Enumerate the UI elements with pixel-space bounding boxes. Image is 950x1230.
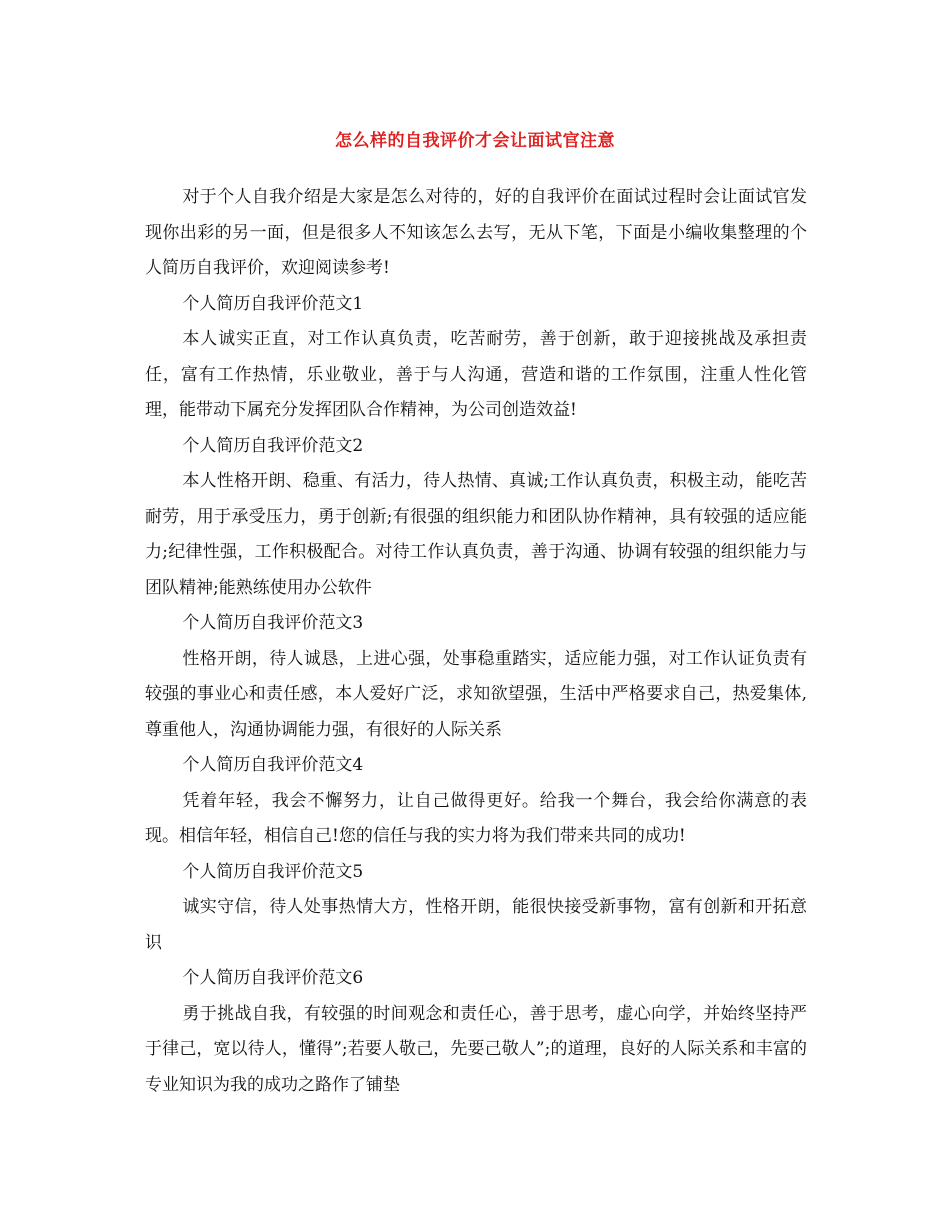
section-body-6: 勇于挑战自我，有较强的时间观念和责任心，善于思考，虚心向学，并始终坚持严于律己，宽以待人，懂得”;若要人敬己，先要己敬人”;的道理，良好的人际关系和丰富的专业知识为我的成功之路作了铺垫 bbox=[145, 1003, 807, 1095]
section-body-5: 诚实守信，待人处事热情大方，性格开朗，能很快接受新事物，富有创新和开拓意识 bbox=[145, 897, 807, 953]
section-heading-6: 个人简历自我评价范文6 bbox=[182, 968, 364, 988]
section-heading-4: 个人简历自我评价范文4 bbox=[182, 755, 364, 775]
section-heading-3: 个人简历自我评价范文3 bbox=[182, 613, 364, 633]
document-title: 怎么样的自我评价才会让面试官注意 bbox=[335, 131, 615, 151]
section-body-3: 性格开朗，待人诚恳，上进心强，处事稳重踏实，适应能力强，对工作认证负责有较强的事业心和责任感，本人爱好广泛，求知欲望强，生活中严格要求自己，热爱集体,尊重他人，沟通协调能力强，有很好的人际关系 bbox=[145, 648, 807, 740]
intro-paragraph: 对于个人自我介绍是大家是怎么对待的，好的自我评价在面试过程时会让面试官发现你出彩的另一面，但是很多人不知该怎么去写，无从下笔，下面是小编收集整理的个人简历自我评价，欢迎阅读参考! bbox=[145, 187, 807, 278]
document-body bbox=[145, 180, 807, 1103]
section-heading-2: 个人简历自我评价范文2 bbox=[182, 435, 364, 456]
section-body-2: 本人性格开朗、稳重、有活力，待人热情、真诚;工作认真负责，积极主动，能吃苦耐劳，用于承受压力，勇于创新;有很强的组织能力和团队协作精神，具有较强的适应能力;纪律性强，工作积极配合。对待工作认真负责，善于沟通、协调有较强的组织能力与团队精神;能熟练使用办公软件 bbox=[145, 471, 807, 598]
section-heading-1: 个人简历自我评价范文1 bbox=[182, 293, 364, 314]
section-body-4: 凭着年轻，我会不懈努力，让自己做得更好。给我一个舞台，我会给你满意的表现。相信年轻，相信自己!您的信任与我的实力将为我们带来共同的成功! bbox=[145, 790, 807, 846]
section-heading-5: 个人简历自我评价范文5 bbox=[182, 861, 364, 882]
section-body-1: 本人诚实正直，对工作认真负责，吃苦耐劳，善于创新，敢于迎接挑战及承担责任，富有工作热情，乐业敬业，善于与人沟通，营造和谐的工作氛围，注重人性化管理，能带动下属充分发挥团队合作精神，为公司创造效益! bbox=[145, 329, 807, 420]
